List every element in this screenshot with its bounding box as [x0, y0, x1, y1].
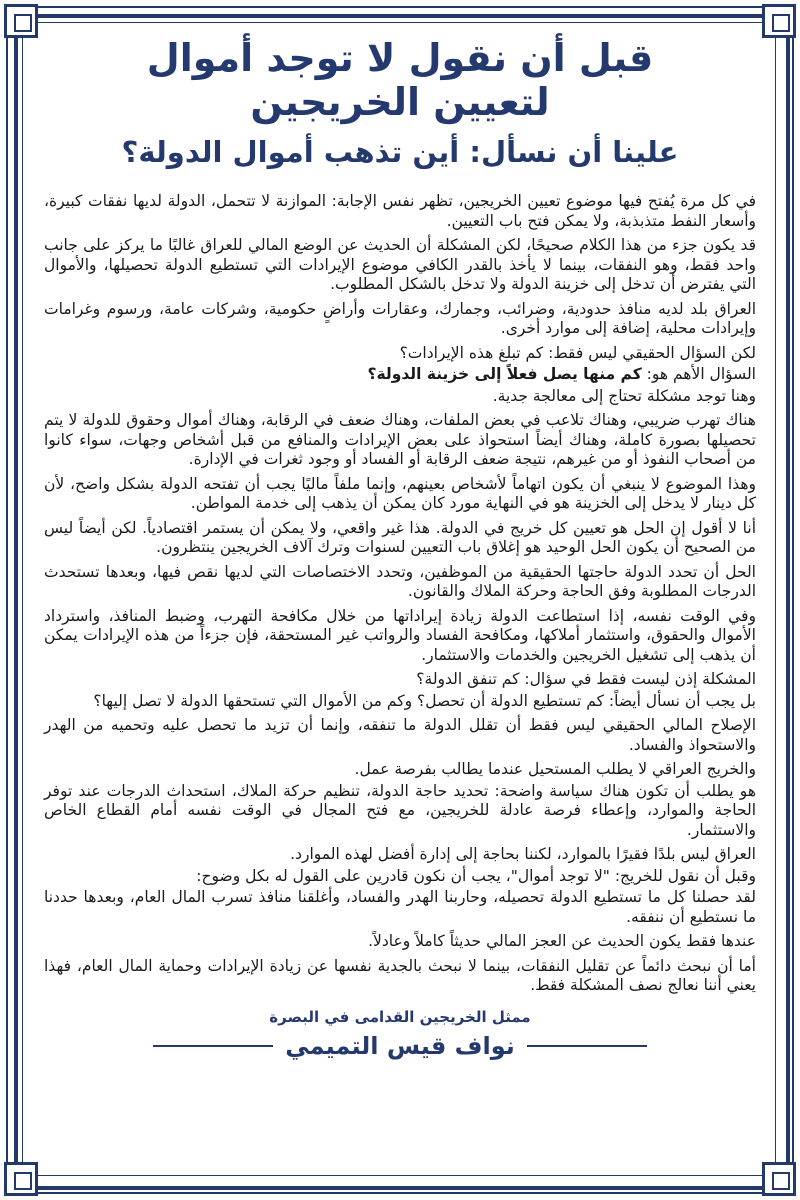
key-question	[44, 365, 756, 385]
paragraph: العراق بلد لديه منافذ حدودية، وضرائب، وجمارك، وعقارات وأراضٍ حكومية، وشركات عامة، ورسوم وغرامات وإيرادات محلية، إضافة إلى موارد أخرى.	[44, 299, 756, 337]
corner-ornament-bottom-left	[4, 1162, 38, 1196]
paragraph: والخريج العراقي لا يطلب المستحيل عندما يطالب بفرصة عمل.	[354, 760, 756, 778]
signature-row	[40, 1032, 760, 1060]
document-content	[40, 36, 760, 1156]
signature-divider-right	[153, 1045, 273, 1047]
signature-block	[40, 1008, 760, 1060]
signature-role: ممثل الخريجين القدامى في البصرة	[269, 1007, 531, 1026]
corner-ornament-top-left	[4, 4, 38, 38]
paragraph: وهنا توجد مشكلة تحتاج إلى معالجة جدية.	[492, 386, 756, 405]
paragraph: عندها فقط يكون الحديث عن العجز المالي حديثاً كاملاً وعادلاً.	[368, 932, 756, 950]
key-question-bold: كم منها يصل فعلاً إلى خزينة الدولة؟	[367, 365, 642, 383]
title-line-2: لتعيين الخريجين	[250, 80, 550, 124]
article-body	[44, 192, 756, 996]
corner-ornament-top-right	[762, 4, 796, 38]
paragraph: أما أن نبحث دائماً عن تقليل النفقات، بينما لا نبحث بالجدية نفسها عن زيادة الإيرادات وحماية المال العام، فهذا يعني أننا نعالج نصف المشكلة فقط.	[44, 956, 756, 994]
key-question-prefix: السؤال الأهم هو:	[641, 365, 756, 383]
paragraph: الإصلاح المالي الحقيقي ليس فقط أن تقلل الدولة ما تنفقه، وإنما أن تزيد ما تحصل عليه وتحميه من الهدر والاستحواذ والفساد.	[44, 716, 756, 754]
paragraph: لكن السؤال الحقيقي ليس فقط: كم تبلغ هذه الإيرادات؟	[399, 343, 756, 362]
paragraph: قد يكون جزء من هذا الكلام صحيحًا، لكن المشكلة أن الحديث عن الوضع المالي للعراق غالبًا ما يركز على جانب واحد فقط، وهو النفقات، بينما لا يأخذ بالقدر الكافي موضوع الإيرادات التي تستطيع الدولة تحصيلها، والأموال التي يفترض أن تدخل إلى خزينة الدولة ولا تدخل بالشكل المطلوب.	[44, 236, 756, 293]
subtitle: علينا أن نسأل: أين تذهب أموال الدولة؟	[121, 135, 679, 169]
paragraph: بل يجب أن نسأل أيضاً: كم تستطيع الدولة أن تحصل؟ وكم من الأموال التي تستحقها الدولة لا تصل إليها؟	[93, 691, 756, 710]
paragraph: وهذا الموضوع لا ينبغي أن يكون اتهاماً لأشخاص بعينهم، وإنما ملفاً ماليًا يجب أن تفتحه الدولة بشكل واضح، لأن كل دينار لا يدخل إلى الخزينة هو في النهاية مورد كان يمكن أن يذهب إلى خدمة المواطن.	[44, 474, 756, 512]
paragraph: وفي الوقت نفسه، إذا استطاعت الدولة زيادة إيراداتها من خلال مكافحة التهرب، وضبط المنافذ، واسترداد الأموال والحقوق، واستثمار أملاكها، ومكافحة الفساد والرواتب غير المستحقة، فإن جزءاً من هذه الإيرادات يمكن أن يذهب إلى تشغيل الخريجين والخدمات والاستثمار.	[44, 606, 756, 664]
paragraph: العراق ليس بلدًا فقيرًا بالموارد، لكننا بحاجة إلى إدارة أفضل لهذه الموارد.	[290, 845, 756, 863]
title-line-1: قبل أن نقول لا توجد أموال	[146, 36, 654, 80]
paragraph: وقبل أن نقول للخريج: "لا توجد أموال"، يجب أن نكون قادرين على القول له بكل وضوح:	[196, 866, 756, 885]
paragraph: في كل مرة يُفتح فيها موضوع تعيين الخريجين، تظهر نفس الإجابة: الموازنة لا تتحمل، الدولة لديها نفقات كبيرة، وأسعار النفط متذبذبة، ولا يمكن فتح باب التعيين.	[44, 192, 756, 230]
paragraph: هناك تهرب ضريبي، وهناك تلاعب في بعض الملفات، وهناك ضعف في الرقابة، وهناك أموال وحقوق للدولة لا يتم تحصيلها بصورة كاملة، وهناك أيضاً استحواذ على بعض الإيرادات والمنافع من قبل أشخاص وجهات، سواء كانوا من أصحاب النفوذ أو من غيرهم، نتيجة ضعف الرقابة أو الفساد أو وجود ثغرات في الإدارة.	[44, 411, 756, 468]
corner-ornament-bottom-right	[762, 1162, 796, 1196]
paragraph: المشكلة إذن ليست فقط في سؤال: كم تنفق الدولة؟	[416, 670, 756, 688]
paragraph: أنا لا أقول إن الحل هو تعيين كل خريج في الدولة. هذا غير واقعي، ولا يمكن أن يستمر اقتصادياً. لكن أيضاً ليس من الصحيح أن يكون الحل الوحيد هو إغلاق باب التعيين لسنوات وترك آلاف الخريجين ينتظرون.	[44, 518, 756, 556]
paragraph: هو يطلب أن تكون هناك سياسة واضحة: تحديد حاجة الدولة، تنظيم حركة الملاك، استحداث الدرجات عند توفر الحاجة والموارد، وإعطاء فرصة عادلة للخريجين، مع فتح المجال في الوقت نفسه أمام القطاع الخاص والاستثمار.	[44, 781, 756, 839]
signature-name: نواف قيس التميمي	[285, 1031, 515, 1060]
paragraph: الحل أن تحدد الدولة حاجتها الحقيقية من الموظفين، وتحدد الاختصاصات التي لديها نقص فيها، وبعدها تستحدث الدرجات المطلوبة وفق الحاجة وحركة الملاك والقانون.	[44, 562, 756, 600]
paragraph: لقد حصلنا كل ما تستطيع الدولة تحصيله، وحاربنا الهدر والفساد، وأغلقنا منافذ تسرب المال العام، وبعدها حددنا ما نستطيع أن ننفقه.	[44, 888, 756, 926]
signature-divider-left	[527, 1045, 647, 1047]
